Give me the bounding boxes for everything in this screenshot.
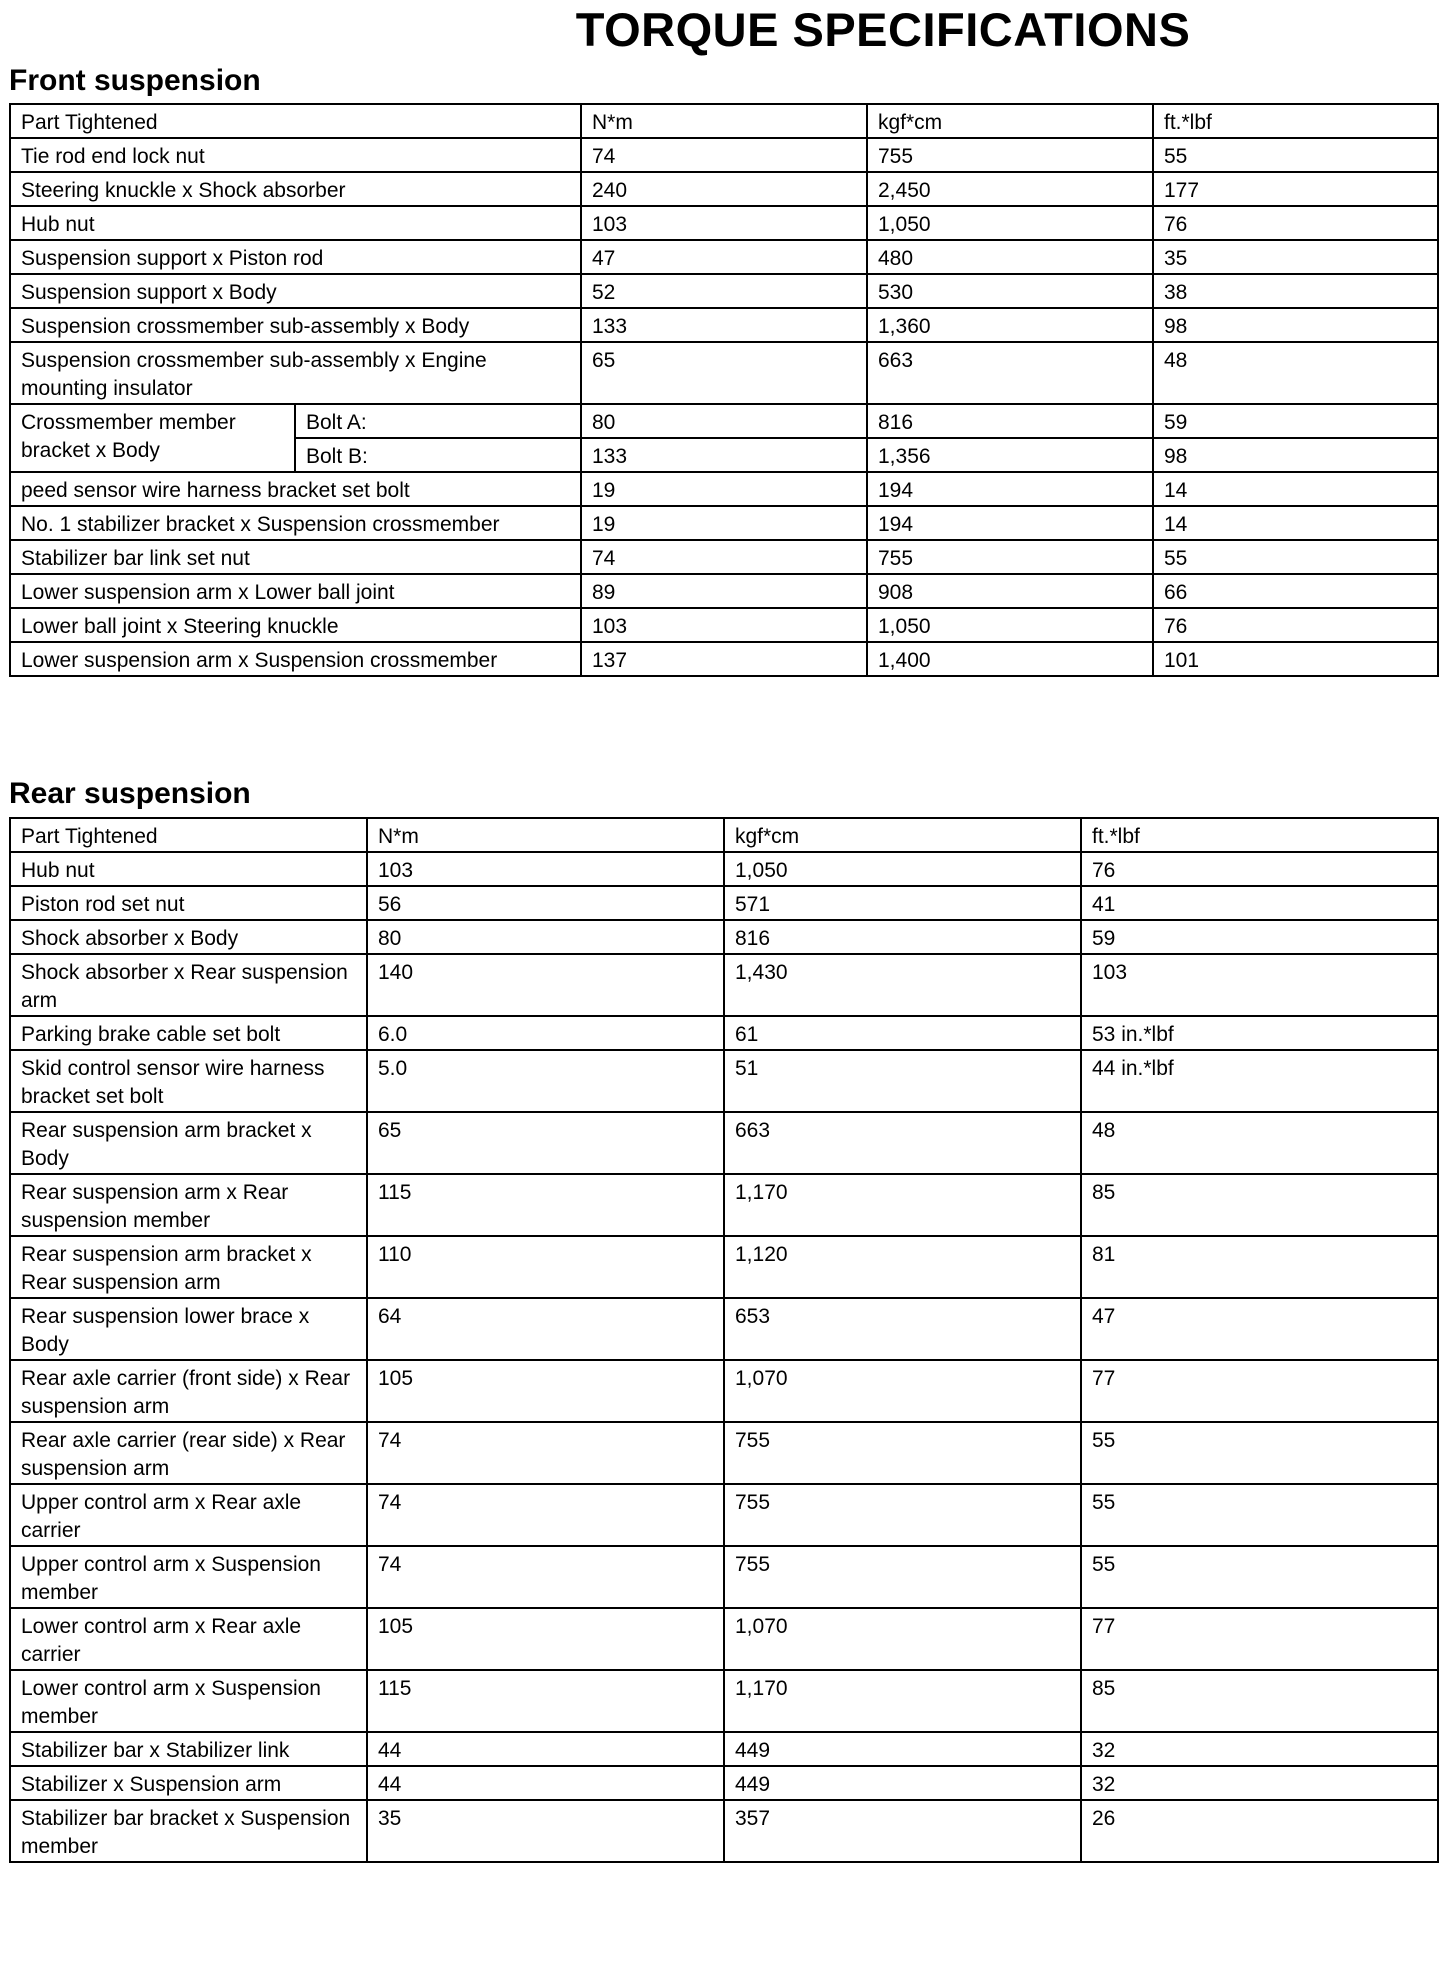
torque-ft: 53 in.*lbf xyxy=(1081,1016,1438,1050)
rear-suspension-table xyxy=(9,817,1439,1863)
table-row xyxy=(10,1670,1438,1732)
part-name: Piston rod set nut xyxy=(10,886,367,920)
torque-kgf: 194 xyxy=(867,506,1153,540)
part-name: Crossmember member bracket x Body xyxy=(10,404,295,472)
rear-suspension-heading: Rear suspension xyxy=(9,777,251,810)
part-name: Lower suspension arm x Suspension crossmember xyxy=(10,642,581,676)
torque-kgf: 1,360 xyxy=(867,308,1153,342)
torque-ft: 35 xyxy=(1153,240,1438,274)
torque-kgf: 1,050 xyxy=(867,608,1153,642)
torque-nm: 44 xyxy=(367,1732,724,1766)
torque-kgf: 663 xyxy=(867,342,1153,404)
torque-ft: 44 in.*lbf xyxy=(1081,1050,1438,1112)
bolt-label: Bolt A: xyxy=(295,404,581,438)
torque-nm: 52 xyxy=(581,274,867,308)
torque-nm: 105 xyxy=(367,1360,724,1422)
torque-ft: 47 xyxy=(1081,1298,1438,1360)
torque-kgf: 357 xyxy=(724,1800,1081,1862)
torque-kgf: 755 xyxy=(867,540,1153,574)
front-suspension-table xyxy=(9,103,1439,677)
torque-ft: 177 xyxy=(1153,172,1438,206)
table-row xyxy=(10,1608,1438,1670)
part-name: Rear suspension arm x Rear suspension member xyxy=(10,1174,367,1236)
part-name: Rear suspension lower brace x Body xyxy=(10,1298,367,1360)
torque-ft: 38 xyxy=(1153,274,1438,308)
torque-kgf: 1,070 xyxy=(724,1360,1081,1422)
torque-nm: 74 xyxy=(367,1422,724,1484)
part-name: Suspension support x Piston rod xyxy=(10,240,581,274)
table-row xyxy=(10,1112,1438,1174)
torque-nm: 19 xyxy=(581,472,867,506)
torque-ft: 98 xyxy=(1153,438,1438,472)
torque-kgf: 530 xyxy=(867,274,1153,308)
torque-nm: 103 xyxy=(581,608,867,642)
table-row xyxy=(10,1016,1438,1050)
torque-kgf: 571 xyxy=(724,886,1081,920)
part-name: Lower control arm x Suspension member xyxy=(10,1670,367,1732)
table-row xyxy=(10,920,1438,954)
torque-kgf: 1,170 xyxy=(724,1174,1081,1236)
table-row xyxy=(10,342,1438,404)
table-row xyxy=(10,472,1438,506)
torque-nm: 65 xyxy=(581,342,867,404)
part-name: Suspension crossmember sub-assembly x Engine mounting insulator xyxy=(10,342,581,404)
table-row xyxy=(10,1546,1438,1608)
table-row xyxy=(10,954,1438,1016)
table-row xyxy=(10,852,1438,886)
torque-kgf: 816 xyxy=(724,920,1081,954)
part-name: Skid control sensor wire harness bracket set bolt xyxy=(10,1050,367,1112)
header-kgf: kgf*cm xyxy=(867,104,1153,138)
torque-ft: 48 xyxy=(1081,1112,1438,1174)
table-row xyxy=(10,1298,1438,1360)
header-nm: N*m xyxy=(581,104,867,138)
torque-nm: 103 xyxy=(581,206,867,240)
part-name: Rear suspension arm bracket x Rear suspension arm xyxy=(10,1236,367,1298)
table-row xyxy=(10,608,1438,642)
torque-kgf: 1,070 xyxy=(724,1608,1081,1670)
torque-kgf: 1,120 xyxy=(724,1236,1081,1298)
torque-nm: 115 xyxy=(367,1670,724,1732)
torque-kgf: 755 xyxy=(724,1484,1081,1546)
torque-ft: 98 xyxy=(1153,308,1438,342)
table-row xyxy=(10,506,1438,540)
header-kgf: kgf*cm xyxy=(724,818,1081,852)
bolt-label: Bolt B: xyxy=(295,438,581,472)
part-name: Hub nut xyxy=(10,852,367,886)
part-name: Lower suspension arm x Lower ball joint xyxy=(10,574,581,608)
header-nm: N*m xyxy=(367,818,724,852)
part-name: Suspension crossmember sub-assembly x Body xyxy=(10,308,581,342)
torque-nm: 5.0 xyxy=(367,1050,724,1112)
torque-ft: 76 xyxy=(1153,608,1438,642)
header-ft: ft.*lbf xyxy=(1153,104,1438,138)
table-row xyxy=(10,574,1438,608)
torque-ft: 85 xyxy=(1081,1670,1438,1732)
torque-ft: 55 xyxy=(1153,540,1438,574)
torque-nm: 74 xyxy=(581,138,867,172)
torque-nm: 74 xyxy=(367,1546,724,1608)
table-row xyxy=(10,1174,1438,1236)
torque-kgf: 449 xyxy=(724,1732,1081,1766)
table-row xyxy=(10,206,1438,240)
torque-ft: 48 xyxy=(1153,342,1438,404)
torque-kgf: 194 xyxy=(867,472,1153,506)
torque-ft: 26 xyxy=(1081,1800,1438,1862)
torque-nm: 47 xyxy=(581,240,867,274)
table-row xyxy=(10,1732,1438,1766)
table-row xyxy=(10,240,1438,274)
torque-nm: 115 xyxy=(367,1174,724,1236)
part-name: No. 1 stabilizer bracket x Suspension crossmember xyxy=(10,506,581,540)
torque-kgf: 816 xyxy=(867,404,1153,438)
table-row xyxy=(10,138,1438,172)
table-row xyxy=(10,540,1438,574)
table-row xyxy=(10,1766,1438,1800)
torque-ft: 81 xyxy=(1081,1236,1438,1298)
torque-kgf: 61 xyxy=(724,1016,1081,1050)
torque-nm: 80 xyxy=(367,920,724,954)
part-name: Parking brake cable set bolt xyxy=(10,1016,367,1050)
torque-kgf: 449 xyxy=(724,1766,1081,1800)
torque-nm: 110 xyxy=(367,1236,724,1298)
table-row xyxy=(10,404,1438,438)
header-part: Part Tightened xyxy=(10,818,367,852)
torque-nm: 133 xyxy=(581,438,867,472)
torque-kgf: 1,170 xyxy=(724,1670,1081,1732)
torque-ft: 55 xyxy=(1081,1422,1438,1484)
torque-ft: 55 xyxy=(1081,1546,1438,1608)
torque-kgf: 1,430 xyxy=(724,954,1081,1016)
part-name: Upper control arm x Suspension member xyxy=(10,1546,367,1608)
torque-nm: 6.0 xyxy=(367,1016,724,1050)
front-suspension-heading: Front suspension xyxy=(9,64,261,97)
torque-nm: 74 xyxy=(581,540,867,574)
torque-nm: 133 xyxy=(581,308,867,342)
torque-ft: 76 xyxy=(1081,852,1438,886)
torque-kgf: 653 xyxy=(724,1298,1081,1360)
header-ft: ft.*lbf xyxy=(1081,818,1438,852)
torque-ft: 85 xyxy=(1081,1174,1438,1236)
table-header-row xyxy=(10,818,1438,852)
table-row xyxy=(10,1422,1438,1484)
table-row xyxy=(10,1484,1438,1546)
part-name: Lower control arm x Rear axle carrier xyxy=(10,1608,367,1670)
torque-kgf: 1,356 xyxy=(867,438,1153,472)
torque-ft: 76 xyxy=(1153,206,1438,240)
torque-nm: 44 xyxy=(367,1766,724,1800)
part-name: Rear axle carrier (front side) x Rear suspension arm xyxy=(10,1360,367,1422)
part-name: Hub nut xyxy=(10,206,581,240)
part-name: Steering knuckle x Shock absorber xyxy=(10,172,581,206)
part-name: Stabilizer bar link set nut xyxy=(10,540,581,574)
torque-nm: 65 xyxy=(367,1112,724,1174)
part-name: Tie rod end lock nut xyxy=(10,138,581,172)
torque-ft: 66 xyxy=(1153,574,1438,608)
table-row xyxy=(10,1236,1438,1298)
torque-nm: 19 xyxy=(581,506,867,540)
torque-ft: 41 xyxy=(1081,886,1438,920)
torque-nm: 35 xyxy=(367,1800,724,1862)
table-row xyxy=(10,308,1438,342)
torque-kgf: 755 xyxy=(724,1546,1081,1608)
torque-nm: 80 xyxy=(581,404,867,438)
torque-ft: 32 xyxy=(1081,1732,1438,1766)
table-row xyxy=(10,886,1438,920)
torque-kgf: 2,450 xyxy=(867,172,1153,206)
part-name: Stabilizer x Suspension arm xyxy=(10,1766,367,1800)
torque-kgf: 1,050 xyxy=(867,206,1153,240)
header-part: Part Tightened xyxy=(10,104,581,138)
torque-nm: 103 xyxy=(367,852,724,886)
table-row xyxy=(10,274,1438,308)
torque-kgf: 663 xyxy=(724,1112,1081,1174)
table-row xyxy=(10,642,1438,676)
part-name: Stabilizer bar x Stabilizer link xyxy=(10,1732,367,1766)
table-row xyxy=(10,1360,1438,1422)
torque-nm: 56 xyxy=(367,886,724,920)
torque-nm: 240 xyxy=(581,172,867,206)
torque-kgf: 1,050 xyxy=(724,852,1081,886)
part-name: Lower ball joint x Steering knuckle xyxy=(10,608,581,642)
torque-kgf: 755 xyxy=(867,138,1153,172)
torque-ft: 59 xyxy=(1153,404,1438,438)
torque-ft: 32 xyxy=(1081,1766,1438,1800)
part-name: Suspension support x Body xyxy=(10,274,581,308)
torque-ft: 77 xyxy=(1081,1608,1438,1670)
part-name: Stabilizer bar bracket x Suspension member xyxy=(10,1800,367,1862)
torque-ft: 55 xyxy=(1081,1484,1438,1546)
part-name: peed sensor wire harness bracket set bolt xyxy=(10,472,581,506)
table-row xyxy=(10,1800,1438,1862)
torque-nm: 140 xyxy=(367,954,724,1016)
torque-nm: 137 xyxy=(581,642,867,676)
torque-nm: 74 xyxy=(367,1484,724,1546)
table-header-row xyxy=(10,104,1438,138)
table-row xyxy=(10,1050,1438,1112)
part-name: Shock absorber x Rear suspension arm xyxy=(10,954,367,1016)
torque-ft: 77 xyxy=(1081,1360,1438,1422)
part-name: Shock absorber x Body xyxy=(10,920,367,954)
page-title: TORQUE SPECIFICATIONS xyxy=(575,3,1191,56)
torque-ft: 55 xyxy=(1153,138,1438,172)
torque-ft: 103 xyxy=(1081,954,1438,1016)
torque-ft: 101 xyxy=(1153,642,1438,676)
torque-ft: 14 xyxy=(1153,506,1438,540)
torque-kgf: 1,400 xyxy=(867,642,1153,676)
torque-nm: 89 xyxy=(581,574,867,608)
torque-nm: 105 xyxy=(367,1608,724,1670)
part-name: Upper control arm x Rear axle carrier xyxy=(10,1484,367,1546)
part-name: Rear axle carrier (rear side) x Rear suspension arm xyxy=(10,1422,367,1484)
torque-ft: 14 xyxy=(1153,472,1438,506)
torque-kgf: 755 xyxy=(724,1422,1081,1484)
torque-kgf: 480 xyxy=(867,240,1153,274)
torque-kgf: 51 xyxy=(724,1050,1081,1112)
table-row xyxy=(10,172,1438,206)
torque-ft: 59 xyxy=(1081,920,1438,954)
torque-kgf: 908 xyxy=(867,574,1153,608)
torque-nm: 64 xyxy=(367,1298,724,1360)
part-name: Rear suspension arm bracket x Body xyxy=(10,1112,367,1174)
